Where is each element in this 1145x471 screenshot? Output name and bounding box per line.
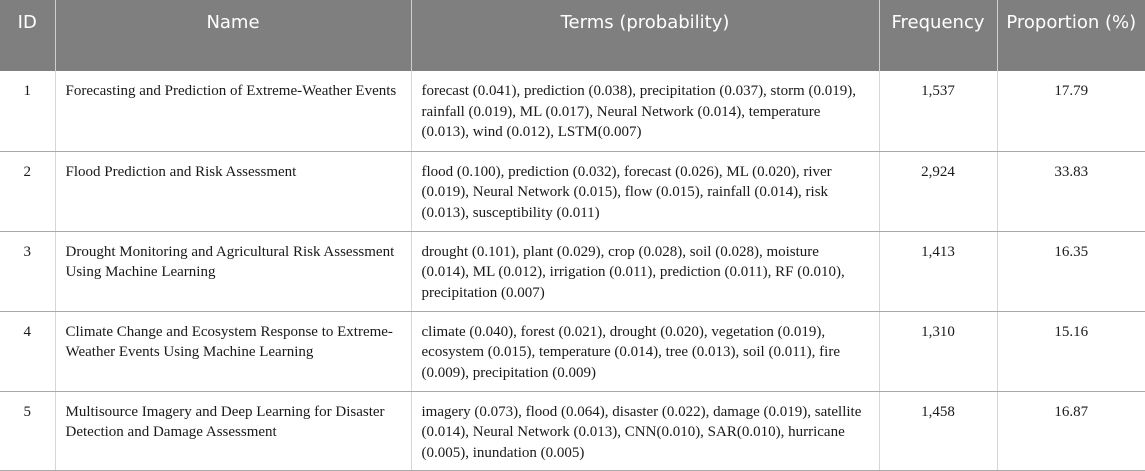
cell-terms: drought (0.101), plant (0.029), crop (0.028), soil (0.028), moisture (0.014), ML (0.012), irrigation (0.011), prediction (0.011), RF (0.010), precipitation (0.007) [411, 231, 879, 311]
table-row [0, 231, 1145, 311]
cell-id: 4 [0, 311, 55, 391]
cell-id: 3 [0, 231, 55, 311]
cell-terms: imagery (0.073), flood (0.064), disaster (0.022), damage (0.019), satellite (0.014), Neural Network (0.013), CNN(0.010), SAR(0.010), hurricane (0.005), inundation (0.005) [411, 391, 879, 470]
cell-name: Drought Monitoring and Agricultural Risk Assessment Using Machine Learning [55, 231, 411, 311]
table-row [0, 151, 1145, 231]
cell-terms: climate (0.040), forest (0.021), drought (0.020), vegetation (0.019), ecosystem (0.015), temperature (0.014), tree (0.013), soil (0.011), fire (0.009), precipitation (0.009) [411, 311, 879, 391]
cell-proportion: 16.35 [997, 231, 1145, 311]
header-frequency: Frequency [879, 0, 997, 71]
header-name: Name [55, 0, 411, 71]
cell-id: 5 [0, 391, 55, 470]
cell-name: Multisource Imagery and Deep Learning for Disaster Detection and Damage Assessment [55, 391, 411, 470]
cell-id: 1 [0, 71, 55, 151]
cell-proportion: 17.79 [997, 71, 1145, 151]
header-proportion: Proportion (%) [997, 0, 1145, 71]
cell-frequency: 1,537 [879, 71, 997, 151]
cell-frequency: 1,310 [879, 311, 997, 391]
cell-proportion: 15.16 [997, 311, 1145, 391]
cell-name: Forecasting and Prediction of Extreme-Weather Events [55, 71, 411, 151]
table-row [0, 311, 1145, 391]
cell-name: Climate Change and Ecosystem Response to Extreme-Weather Events Using Machine Learning [55, 311, 411, 391]
cell-frequency: 1,413 [879, 231, 997, 311]
cell-frequency: 2,924 [879, 151, 997, 231]
cell-frequency: 1,458 [879, 391, 997, 470]
header-terms: Terms (probability) [411, 0, 879, 71]
table-row [0, 391, 1145, 470]
cell-terms: forecast (0.041), prediction (0.038), precipitation (0.037), storm (0.019), rainfall (0.019), ML (0.017), Neural Network (0.014), temperature (0.013), wind (0.012), LSTM(0.007) [411, 71, 879, 151]
header-row [0, 0, 1145, 71]
cell-terms: flood (0.100), prediction (0.032), forecast (0.026), ML (0.020), river (0.019), Neural Network (0.015), flow (0.015), rainfall (0.014), risk (0.013), susceptibility (0.011) [411, 151, 879, 231]
cell-proportion: 16.87 [997, 391, 1145, 470]
cell-id: 2 [0, 151, 55, 231]
table-row [0, 71, 1145, 151]
header-id: ID [0, 0, 55, 71]
cell-name: Flood Prediction and Risk Assessment [55, 151, 411, 231]
cell-proportion: 33.83 [997, 151, 1145, 231]
